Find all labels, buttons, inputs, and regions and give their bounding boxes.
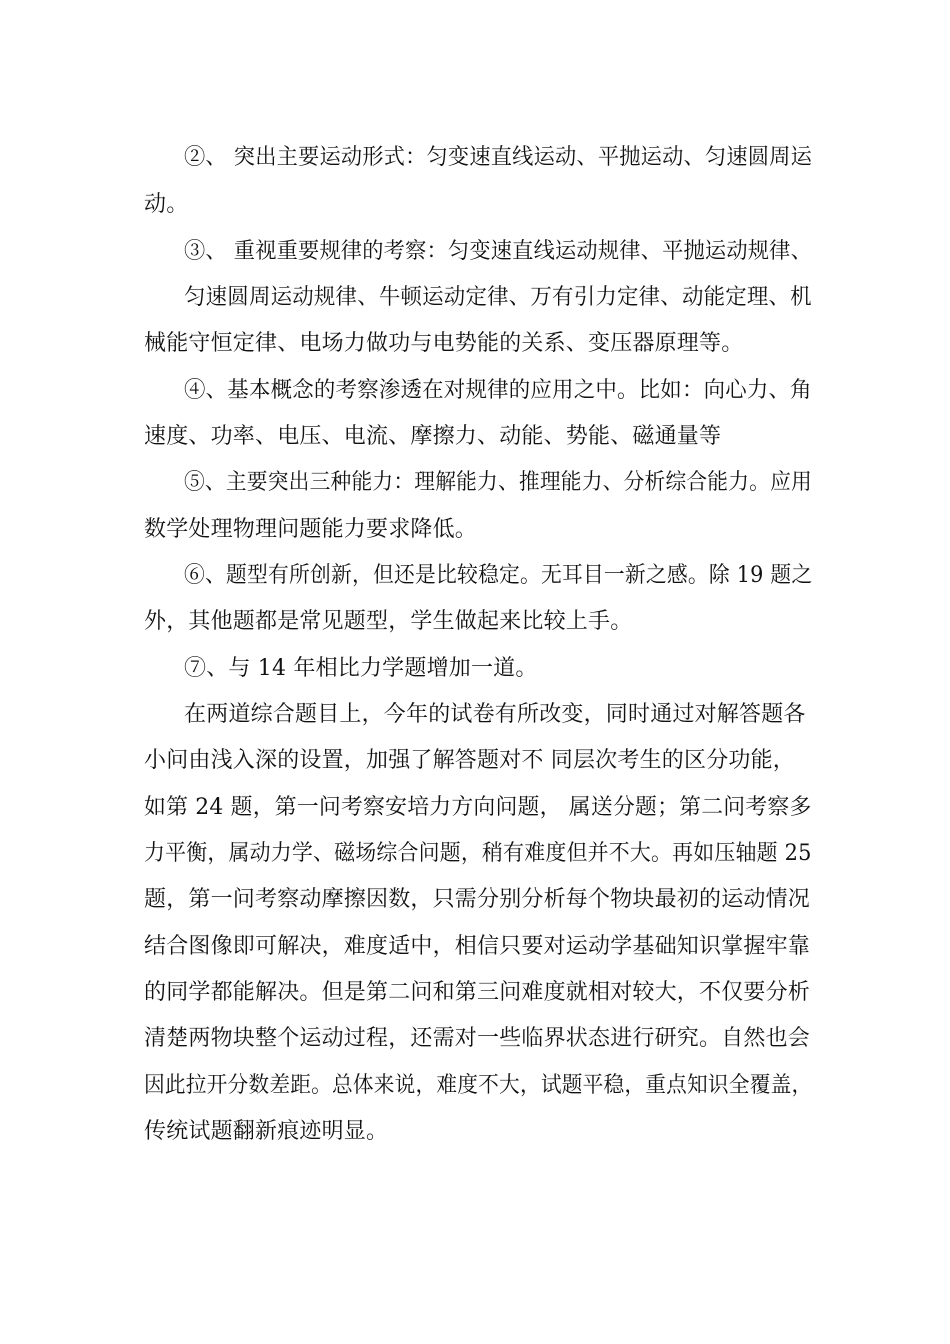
text-line: 传统试题翻新痕迹明显。 (144, 1119, 389, 1144)
text-line: 速度、功率、电压、电流、摩擦力、动能、势能、磁通量等 (144, 424, 722, 449)
text-line: 在两道综合题目上，今年的试卷有所改变，同时通过对解答题各 (184, 702, 806, 727)
text-line: 匀速圆周运动规律、牛顿运动定律、万有引力定律、动能定理、机 (184, 285, 812, 310)
text-line: ⑦、与 14 年相比力学题增加一道。 (184, 656, 538, 681)
text-line: ②、 突出主要运动形式：匀变速直线运动、平抛运动、匀速圆周运 (184, 145, 813, 170)
text-line: 力平衡，属动力学、磁场综合问题，稍有难度但并不大。再如压轴题 25 (144, 841, 812, 866)
text-line: 如第 24 题，第一问考察安培力方向问题， 属送分题；第二问考察多 (144, 795, 812, 820)
text-line: 结合图像即可解决，难度适中，相信只要对运动学基础知识掌握牢靠 (144, 934, 811, 959)
text-line: 动。 (144, 192, 189, 217)
text-line: 械能守恒定律、电场力做功与电势能的关系、变压器原理等。 (144, 331, 744, 356)
text-line: 数学处理物理问题能力要求降低。 (144, 517, 478, 542)
text-line: 题，第一问考察动摩擦因数，只需分别分析每个物块最初的运动情况 (144, 887, 811, 912)
text-line: ⑥、题型有所创新，但还是比较稳定。无耳目一新之感。除 19 题之 (184, 563, 813, 588)
text-line: ④、基本概念的考察渗透在对规律的应用之中。比如：向心力、角 (184, 378, 812, 403)
text-line: 小问由浅入深的设置，加强了解答题对不 同层次考生的区分功能， (144, 748, 795, 773)
text-line: 清楚两物块整个运动过程，还需对一些临界状态进行研究。自然也会 (144, 1026, 811, 1051)
text-line: ③、 重视重要规律的考察：匀变速直线运动规律、平抛运动规律、 (184, 239, 813, 264)
text-line: ⑤、主要突出三种能力：理解能力、推理能力、分析综合能力。应用 (184, 470, 812, 495)
text-line: 因此拉开分数差距。总体来说，难度不大，试题平稳，重点知识全覆盖， (144, 1073, 813, 1098)
text-line: 外，其他题都是常见题型，学生做起来比较上手。 (144, 609, 633, 634)
text-line: 的同学都能解决。但是第二问和第三问难度就相对较大，不仅要分析 (144, 980, 811, 1005)
